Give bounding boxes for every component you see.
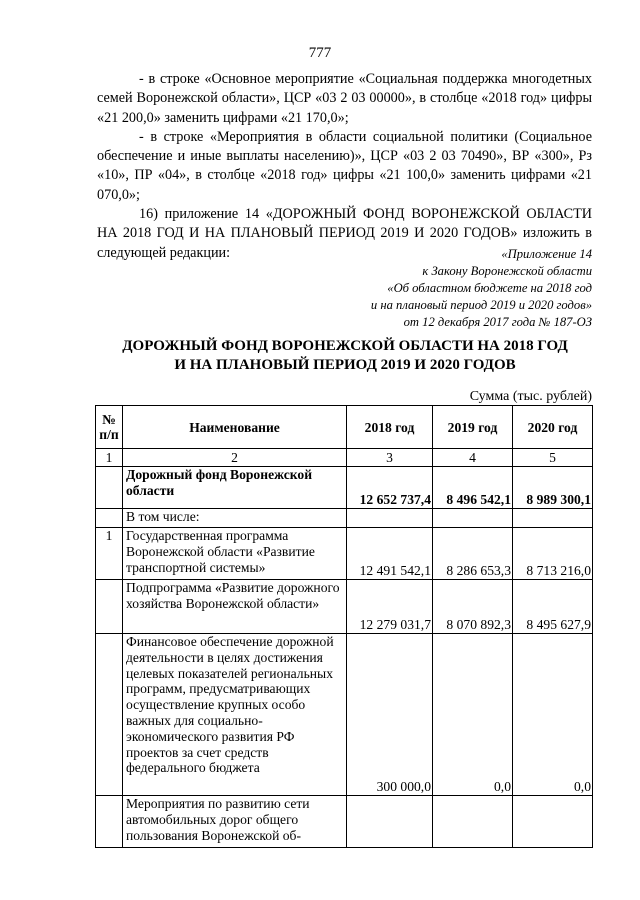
- annex-line-4: и на плановый период 2019 и 2020 годов»: [370, 298, 592, 312]
- column-number-5: 5: [513, 449, 593, 467]
- column-number-3: 3: [347, 449, 433, 467]
- value-2018: [347, 796, 433, 848]
- row-name: Мероприятия по развитию сети автомобильных дорог общего пользования Воронежской об-: [123, 796, 347, 848]
- row-name: Финансовое обеспечение дорожной деятельности в целях достижения целевых показателей региональных программ, предусматривающих осуществление крупных особо важных для социально-экономического развития РФ проектов за счет средств федерального бюджета: [123, 634, 347, 796]
- table-row: [96, 509, 593, 528]
- value-2019: 0,0: [433, 634, 513, 796]
- road-fund-table: [95, 405, 593, 848]
- value-2019: 8 070 892,3: [433, 580, 513, 634]
- value-2019: 8 286 653,3: [433, 528, 513, 580]
- value-2018: 12 279 031,7: [347, 580, 433, 634]
- value-2020: 8 495 627,9: [513, 580, 593, 634]
- header-2020: 2020 год: [513, 406, 593, 449]
- title-line-2: И НА ПЛАНОВЫЙ ПЕРИОД 2019 И 2020 ГОДОВ: [174, 357, 516, 373]
- value-2020: 8 989 300,1: [513, 467, 593, 509]
- row-number: [96, 580, 123, 634]
- paragraph-amendment-2: - в строке «Мероприятия в области социальной политики (Социальное обеспечение и иные выплаты населению)», ЦСР «03 2 03 70490», ВР «300», Рз «10», ПР «04», в столбце «2018 год» цифры «21 100,0» заменить цифрами «21 070,0»;: [97, 128, 592, 203]
- page-number: 777: [308, 45, 332, 61]
- sum-unit-note: Сумма (тыс. рублей): [469, 389, 592, 404]
- value-2020: 0,0: [513, 634, 593, 796]
- table-header-row: [96, 406, 593, 449]
- column-number-4: 4: [433, 449, 513, 467]
- paragraph-amendment-1: - в строке «Основное мероприятие «Социальная поддержка многодетных семей Воронежской области», ЦСР «03 2 03 00000», в столбце «2018 год» цифры «21 200,0» заменить цифрами «21 170,0»;: [97, 71, 592, 126]
- annex-line-2: к Закону Воронежской области: [422, 264, 592, 278]
- value-2018: 12 652 737,4: [347, 467, 433, 509]
- row-number: 1: [96, 528, 123, 580]
- column-number-row: [96, 449, 593, 467]
- header-2018: 2018 год: [347, 406, 433, 449]
- value-2019: 8 496 542,1: [433, 467, 513, 509]
- column-number-2: 2: [123, 449, 347, 467]
- value-2019: [433, 509, 513, 528]
- paragraph-annex-14: 16) приложение 14 «ДОРОЖНЫЙ ФОНД ВОРОНЕЖСКОЙ ОБЛАСТИ НА 2018 ГОД И НА ПЛАНОВЫЙ ПЕРИОД 2019 И 2020 ГОДОВ» изложить в следующей редакции:: [97, 206, 592, 261]
- header-2019: 2019 год: [433, 406, 513, 449]
- header-number: № п/п: [96, 406, 123, 449]
- value-2020: 8 713 216,0: [513, 528, 593, 580]
- table-row: [96, 580, 593, 634]
- row-name: Дорожный фонд Воронежской области: [123, 467, 347, 509]
- column-number-1: 1: [96, 449, 123, 467]
- row-number: [96, 796, 123, 848]
- row-name: В том числе:: [123, 509, 347, 528]
- table-row: [96, 467, 593, 509]
- row-name: Государственная программа Воронежской области «Развитие транспортной системы»: [123, 528, 347, 580]
- value-2020: [513, 796, 593, 848]
- body-text: [97, 70, 592, 263]
- annex-reference: [371, 246, 592, 331]
- value-2018: [347, 509, 433, 528]
- table-row: [96, 528, 593, 580]
- value-2019: [433, 796, 513, 848]
- title-line-1: ДОРОЖНЫЙ ФОНД ВОРОНЕЖСКОЙ ОБЛАСТИ НА 2018 ГОД: [122, 338, 568, 354]
- value-2018: 12 491 542,1: [347, 528, 433, 580]
- annex-line-3: «Об областном бюджете на 2018 год: [387, 281, 592, 295]
- row-number: [96, 467, 123, 509]
- annex-line-5: от 12 декабря 2017 года № 187-ОЗ: [403, 315, 592, 329]
- document-title: [0, 337, 640, 375]
- value-2018: 300 000,0: [347, 634, 433, 796]
- annex-line-1: «Приложение 14: [501, 247, 592, 261]
- table-row: [96, 634, 593, 796]
- table-row: [96, 796, 593, 848]
- header-name: Наименование: [123, 406, 347, 449]
- value-2020: [513, 509, 593, 528]
- row-number: [96, 509, 123, 528]
- row-number: [96, 634, 123, 796]
- row-name: Подпрограмма «Развитие дорожного хозяйства Воронежской области»: [123, 580, 347, 634]
